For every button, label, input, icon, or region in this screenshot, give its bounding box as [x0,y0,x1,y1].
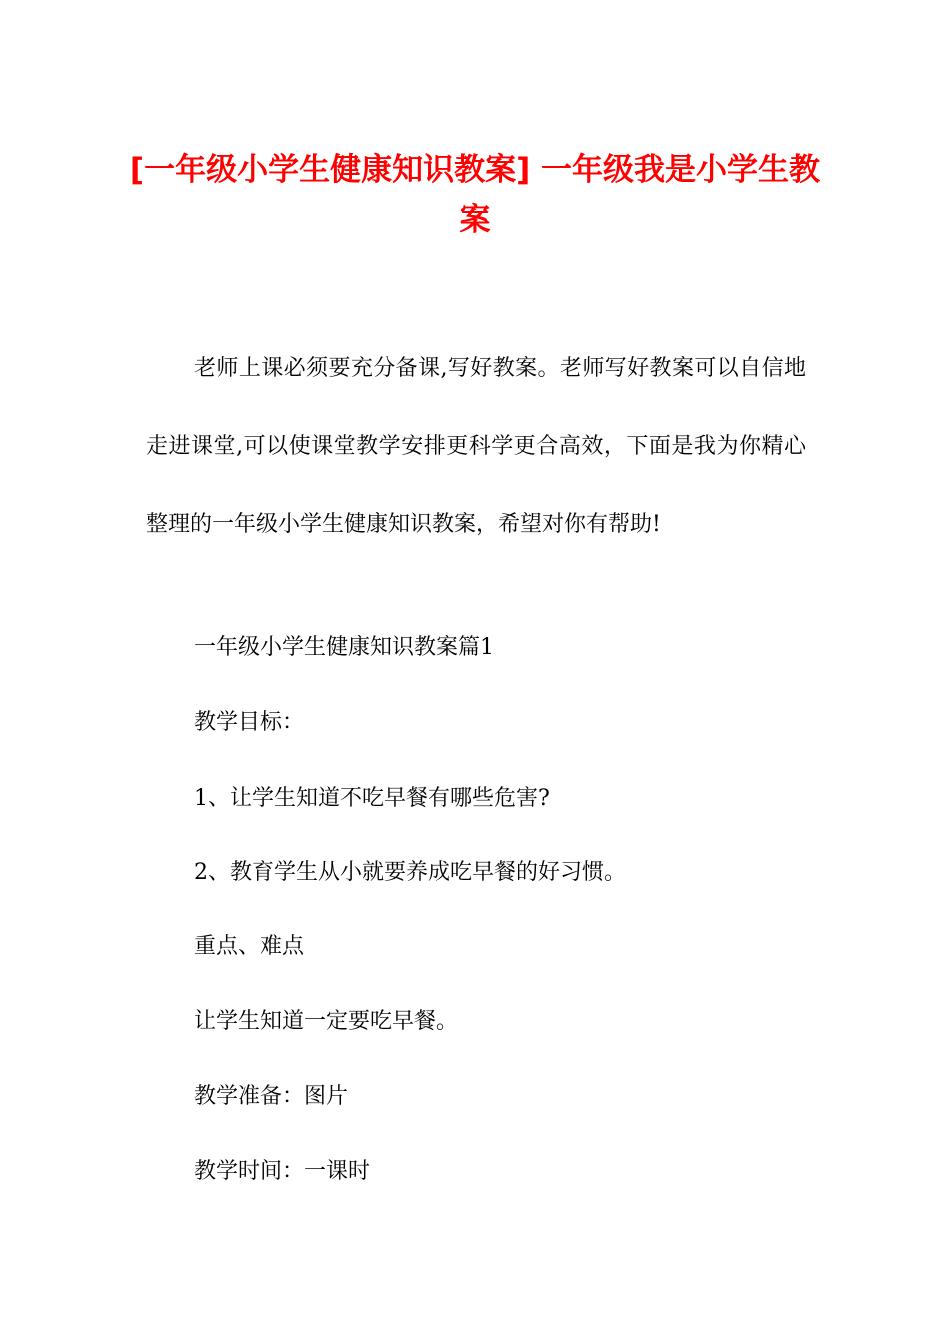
intro-paragraph: 老师上课必须要充分备课,写好教案。老师写好教案可以自信地走进课堂,可以使课堂教学安排更科学更合高效，下面是我为你精心整理的一年级小学生健康知识教案，希望对你有帮助! [146,356,806,537]
section-heading: 一年级小学生健康知识教案篇1 [194,635,494,660]
teaching-goals-label: 教学目标： [194,710,305,735]
goal-item-1: 1、让学生知道不吃早餐有哪些危害? [194,786,550,811]
teaching-time: 教学时间：一课时 [194,1159,371,1184]
document-title: [一年级小学生健康知识教案] 一年级我是小学生教案 [129,152,821,238]
key-points-text: 让学生知道一定要吃早餐。 [194,1009,459,1034]
teaching-preparation: 教学准备：图片 [194,1084,349,1109]
goal-item-2: 2、教育学生从小就要养成吃早餐的好习惯。 [194,860,626,885]
key-points-label: 重点、难点 [194,934,305,959]
